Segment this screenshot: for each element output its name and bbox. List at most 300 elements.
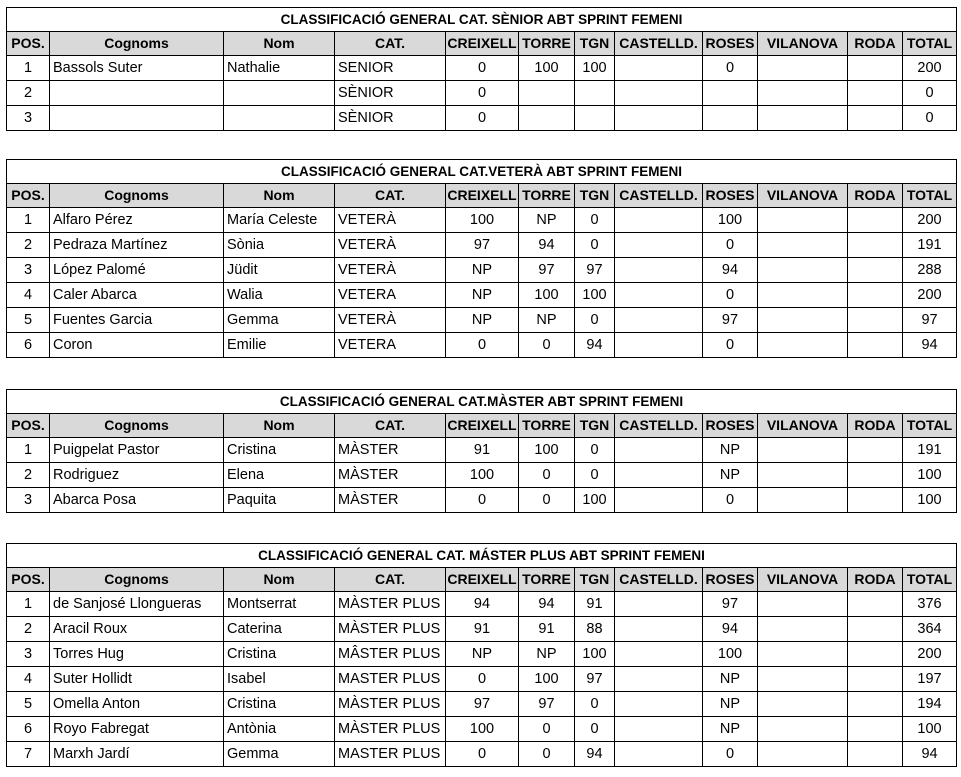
cell-torre: 97 [519, 258, 575, 283]
cell-vilanova [758, 463, 848, 488]
column-header-pos: POS. [7, 32, 50, 56]
column-header-total: TOTAL [903, 568, 957, 592]
cell-pos: 3 [7, 642, 50, 667]
cell-torre: 0 [519, 488, 575, 513]
cell-cat: VETERÀ [335, 208, 446, 233]
cell-tgn [575, 81, 615, 106]
column-header-total: TOTAL [903, 32, 957, 56]
table-title: CLASSIFICACIÓ GENERAL CAT. MÁSTER PLUS ABT SPRINT FEMENI [7, 544, 957, 568]
cell-roses: 97 [703, 592, 758, 617]
table-row [7, 488, 957, 513]
cell-tgn: 100 [575, 283, 615, 308]
column-header-nom: Nom [224, 568, 335, 592]
cell-cat: VETERÀ [335, 258, 446, 283]
column-header-nom: Nom [224, 184, 335, 208]
column-header-creixell: CREIXELL [446, 568, 519, 592]
cell-torre [519, 81, 575, 106]
cell-total: 97 [903, 308, 957, 333]
cell-pos: 2 [7, 81, 50, 106]
column-header-torre: TORRE [519, 414, 575, 438]
cell-creixell: 100 [446, 208, 519, 233]
cell-cat: MASTER PLUS [335, 742, 446, 767]
column-header-creixell: CREIXELL [446, 414, 519, 438]
cell-pos: 3 [7, 488, 50, 513]
cell-vilanova [758, 233, 848, 258]
cell-roses: NP [703, 667, 758, 692]
cell-roses [703, 106, 758, 131]
column-header-total: TOTAL [903, 184, 957, 208]
table-row [7, 308, 957, 333]
column-header-roses: ROSES [703, 32, 758, 56]
cell-nom: Sònia [224, 233, 335, 258]
cell-castelld [615, 233, 703, 258]
cell-cognoms: de Sanjosé Llongueras [50, 592, 224, 617]
table-row [7, 463, 957, 488]
cell-cat: VETERÀ [335, 233, 446, 258]
cell-torre: 0 [519, 717, 575, 742]
cell-creixell: NP [446, 258, 519, 283]
cell-creixell: 0 [446, 56, 519, 81]
cell-tgn: 100 [575, 56, 615, 81]
cell-nom: Paquita [224, 488, 335, 513]
cell-torre: NP [519, 308, 575, 333]
cell-torre: 0 [519, 742, 575, 767]
cell-castelld [615, 692, 703, 717]
cell-vilanova [758, 258, 848, 283]
cell-nom: María Celeste [224, 208, 335, 233]
cell-total: 191 [903, 438, 957, 463]
ranking-table-grid [6, 543, 957, 767]
cell-vilanova [758, 667, 848, 692]
cell-tgn: 100 [575, 488, 615, 513]
cell-roda [848, 283, 903, 308]
cell-roda [848, 258, 903, 283]
cell-creixell: NP [446, 308, 519, 333]
ranking-table-2 [6, 159, 956, 358]
column-header-tgn: TGN [575, 184, 615, 208]
cell-roda [848, 617, 903, 642]
cell-creixell: 97 [446, 233, 519, 258]
column-header-cognoms: Cognoms [50, 32, 224, 56]
cell-torre: 100 [519, 438, 575, 463]
ranking-table-grid [6, 7, 957, 131]
cell-total: 200 [903, 283, 957, 308]
cell-torre: 94 [519, 592, 575, 617]
cell-nom: Montserrat [224, 592, 335, 617]
cell-cat: MÂSTER PLUS [335, 642, 446, 667]
column-header-pos: POS. [7, 414, 50, 438]
column-header-vilanova: VILANOVA [758, 568, 848, 592]
cell-tgn: 0 [575, 308, 615, 333]
cell-total: 197 [903, 667, 957, 692]
cell-cat: MÀSTER PLUS [335, 592, 446, 617]
cell-vilanova [758, 56, 848, 81]
cell-vilanova [758, 642, 848, 667]
column-header-vilanova: VILANOVA [758, 32, 848, 56]
cell-pos: 6 [7, 717, 50, 742]
cell-creixell: 0 [446, 488, 519, 513]
cell-total: 94 [903, 333, 957, 358]
cell-vilanova [758, 438, 848, 463]
cell-nom: Caterina [224, 617, 335, 642]
column-header-tgn: TGN [575, 414, 615, 438]
column-header-pos: POS. [7, 568, 50, 592]
cell-nom: Cristina [224, 692, 335, 717]
cell-pos: 1 [7, 592, 50, 617]
column-header-torre: TORRE [519, 184, 575, 208]
column-header-creixell: CREIXELL [446, 184, 519, 208]
cell-nom: Elena [224, 463, 335, 488]
cell-vilanova [758, 617, 848, 642]
cell-creixell: 91 [446, 438, 519, 463]
cell-castelld [615, 283, 703, 308]
cell-nom: Jüdit [224, 258, 335, 283]
cell-cat: SÈNIOR [335, 81, 446, 106]
column-header-pos: POS. [7, 184, 50, 208]
column-header-nom: Nom [224, 414, 335, 438]
cell-pos: 2 [7, 617, 50, 642]
cell-cognoms: Bassols Suter [50, 56, 224, 81]
table-title: CLASSIFICACIÓ GENERAL CAT.VETERÀ ABT SPRINT FEMENI [7, 160, 957, 184]
cell-pos: 7 [7, 742, 50, 767]
cell-torre: 100 [519, 283, 575, 308]
cell-nom: Emilie [224, 333, 335, 358]
cell-castelld [615, 463, 703, 488]
column-header-cognoms: Cognoms [50, 184, 224, 208]
cell-castelld [615, 592, 703, 617]
column-header-castelld: CASTELLD. [615, 32, 703, 56]
cell-cognoms: Abarca Posa [50, 488, 224, 513]
cell-tgn: 0 [575, 692, 615, 717]
column-header-cat: CAT. [335, 32, 446, 56]
cell-pos: 2 [7, 463, 50, 488]
cell-cognoms: Royo Fabregat [50, 717, 224, 742]
cell-roses: 0 [703, 333, 758, 358]
cell-castelld [615, 667, 703, 692]
column-header-roses: ROSES [703, 184, 758, 208]
cell-creixell: 0 [446, 81, 519, 106]
cell-cognoms: Pedraza Martínez [50, 233, 224, 258]
cell-roda [848, 717, 903, 742]
cell-cat: MÀSTER PLUS [335, 617, 446, 642]
cell-cat: VETERA [335, 283, 446, 308]
table-title: CLASSIFICACIÓ GENERAL CAT.MÀSTER ABT SPRINT FEMENI [7, 390, 957, 414]
cell-cat: MÀSTER PLUS [335, 717, 446, 742]
ranking-table-grid [6, 159, 957, 358]
cell-pos: 3 [7, 106, 50, 131]
cell-nom: Cristina [224, 438, 335, 463]
cell-nom: Antònia [224, 717, 335, 742]
cell-roda [848, 463, 903, 488]
cell-torre [519, 106, 575, 131]
cell-torre: 100 [519, 56, 575, 81]
cell-nom [224, 106, 335, 131]
table-row [7, 56, 957, 81]
column-header-total: TOTAL [903, 414, 957, 438]
column-header-cognoms: Cognoms [50, 568, 224, 592]
cell-creixell: 0 [446, 333, 519, 358]
cell-vilanova [758, 333, 848, 358]
cell-castelld [615, 81, 703, 106]
cell-creixell: 97 [446, 692, 519, 717]
cell-pos: 5 [7, 308, 50, 333]
column-header-cognoms: Cognoms [50, 414, 224, 438]
cell-roses: 94 [703, 617, 758, 642]
table-row [7, 667, 957, 692]
column-header-roses: ROSES [703, 568, 758, 592]
cell-roses: NP [703, 438, 758, 463]
cell-pos: 3 [7, 258, 50, 283]
table-row [7, 258, 957, 283]
cell-cat: MÀSTER [335, 488, 446, 513]
cell-tgn: 97 [575, 258, 615, 283]
cell-roda [848, 642, 903, 667]
cell-tgn: 0 [575, 438, 615, 463]
cell-creixell: 94 [446, 592, 519, 617]
cell-cat: VETERÀ [335, 308, 446, 333]
column-header-tgn: TGN [575, 32, 615, 56]
cell-tgn: 0 [575, 717, 615, 742]
cell-torre: NP [519, 208, 575, 233]
cell-roses: 100 [703, 208, 758, 233]
cell-cat: SENIOR [335, 56, 446, 81]
cell-roses: 100 [703, 642, 758, 667]
cell-castelld [615, 717, 703, 742]
ranking-table-grid [6, 389, 957, 513]
cell-creixell: 0 [446, 667, 519, 692]
cell-nom [224, 81, 335, 106]
cell-pos: 4 [7, 283, 50, 308]
cell-nom: Walia [224, 283, 335, 308]
cell-nom: Gemma [224, 308, 335, 333]
cell-roses: NP [703, 463, 758, 488]
cell-pos: 4 [7, 667, 50, 692]
cell-vilanova [758, 592, 848, 617]
cell-nom: Cristina [224, 642, 335, 667]
cell-vilanova [758, 742, 848, 767]
cell-total: 200 [903, 642, 957, 667]
cell-pos: 2 [7, 233, 50, 258]
cell-total: 364 [903, 617, 957, 642]
cell-cat: MASTER PLUS [335, 667, 446, 692]
cell-tgn: 0 [575, 208, 615, 233]
cell-cognoms: Marxh Jardí [50, 742, 224, 767]
cell-roses: 0 [703, 233, 758, 258]
cell-castelld [615, 642, 703, 667]
cell-roda [848, 333, 903, 358]
column-header-castelld: CASTELLD. [615, 184, 703, 208]
cell-total: 200 [903, 56, 957, 81]
table-row [7, 592, 957, 617]
cell-vilanova [758, 208, 848, 233]
cell-roda [848, 106, 903, 131]
cell-castelld [615, 742, 703, 767]
cell-creixell: 100 [446, 717, 519, 742]
cell-cat: MÀSTER [335, 438, 446, 463]
column-header-roses: ROSES [703, 414, 758, 438]
cell-tgn: 100 [575, 642, 615, 667]
table-row [7, 717, 957, 742]
cell-roda [848, 692, 903, 717]
table-row [7, 692, 957, 717]
cell-total: 100 [903, 717, 957, 742]
cell-torre: NP [519, 642, 575, 667]
column-header-castelld: CASTELLD. [615, 568, 703, 592]
cell-torre: 0 [519, 463, 575, 488]
cell-cognoms: Rodriguez [50, 463, 224, 488]
cell-castelld [615, 333, 703, 358]
cell-castelld [615, 308, 703, 333]
cell-cognoms: Coron [50, 333, 224, 358]
cell-total: 200 [903, 208, 957, 233]
cell-cognoms [50, 81, 224, 106]
cell-vilanova [758, 308, 848, 333]
ranking-table-4 [6, 543, 956, 767]
cell-pos: 5 [7, 692, 50, 717]
cell-roda [848, 742, 903, 767]
cell-torre: 0 [519, 333, 575, 358]
cell-creixell: 100 [446, 463, 519, 488]
cell-total: 194 [903, 692, 957, 717]
table-row [7, 208, 957, 233]
cell-vilanova [758, 717, 848, 742]
column-header-cat: CAT. [335, 414, 446, 438]
cell-roses: 97 [703, 308, 758, 333]
cell-cognoms: Aracil Roux [50, 617, 224, 642]
cell-torre: 91 [519, 617, 575, 642]
column-header-roda: RODA [848, 184, 903, 208]
column-header-vilanova: VILANOVA [758, 414, 848, 438]
cell-castelld [615, 258, 703, 283]
cell-vilanova [758, 106, 848, 131]
table-row [7, 283, 957, 308]
table-title: CLASSIFICACIÓ GENERAL CAT. SÈNIOR ABT SPRINT FEMENI [7, 8, 957, 32]
cell-cognoms: Torres Hug [50, 642, 224, 667]
table-row [7, 617, 957, 642]
column-header-nom: Nom [224, 32, 335, 56]
cell-cognoms: Suter Hollidt [50, 667, 224, 692]
table-row [7, 742, 957, 767]
table-row [7, 106, 957, 131]
cell-total: 288 [903, 258, 957, 283]
table-row [7, 438, 957, 463]
cell-creixell: 0 [446, 106, 519, 131]
cell-cognoms: Omella Anton [50, 692, 224, 717]
cell-nom: Isabel [224, 667, 335, 692]
cell-pos: 6 [7, 333, 50, 358]
cell-roses: 0 [703, 56, 758, 81]
cell-nom: Nathalie [224, 56, 335, 81]
column-header-cat: CAT. [335, 568, 446, 592]
cell-tgn: 94 [575, 333, 615, 358]
column-header-roda: RODA [848, 32, 903, 56]
cell-roda [848, 667, 903, 692]
column-header-torre: TORRE [519, 568, 575, 592]
column-header-vilanova: VILANOVA [758, 184, 848, 208]
cell-torre: 94 [519, 233, 575, 258]
cell-pos: 1 [7, 208, 50, 233]
cell-roda [848, 56, 903, 81]
cell-roda [848, 438, 903, 463]
cell-cat: MÀSTER PLUS [335, 692, 446, 717]
cell-cat: MÀSTER [335, 463, 446, 488]
cell-tgn: 91 [575, 592, 615, 617]
cell-pos: 1 [7, 56, 50, 81]
cell-cognoms [50, 106, 224, 131]
cell-total: 0 [903, 106, 957, 131]
table-row [7, 81, 957, 106]
cell-total: 0 [903, 81, 957, 106]
cell-roses: 94 [703, 258, 758, 283]
cell-creixell: NP [446, 283, 519, 308]
cell-roses [703, 81, 758, 106]
cell-vilanova [758, 692, 848, 717]
column-header-torre: TORRE [519, 32, 575, 56]
table-row [7, 233, 957, 258]
column-header-roda: RODA [848, 414, 903, 438]
ranking-table-1 [6, 7, 956, 131]
cell-castelld [615, 56, 703, 81]
cell-total: 376 [903, 592, 957, 617]
cell-roses: NP [703, 692, 758, 717]
cell-vilanova [758, 488, 848, 513]
cell-creixell: 91 [446, 617, 519, 642]
cell-roda [848, 81, 903, 106]
cell-tgn: 94 [575, 742, 615, 767]
cell-tgn: 97 [575, 667, 615, 692]
cell-castelld [615, 488, 703, 513]
cell-pos: 1 [7, 438, 50, 463]
cell-tgn: 88 [575, 617, 615, 642]
column-header-creixell: CREIXELL [446, 32, 519, 56]
cell-castelld [615, 208, 703, 233]
cell-creixell: 0 [446, 742, 519, 767]
cell-castelld [615, 106, 703, 131]
cell-roda [848, 208, 903, 233]
cell-tgn [575, 106, 615, 131]
cell-cat: VETERA [335, 333, 446, 358]
cell-cognoms: Fuentes Garcia [50, 308, 224, 333]
cell-castelld [615, 617, 703, 642]
cell-tgn: 0 [575, 233, 615, 258]
cell-roses: NP [703, 717, 758, 742]
cell-roses: 0 [703, 488, 758, 513]
cell-roda [848, 488, 903, 513]
cell-vilanova [758, 81, 848, 106]
cell-cognoms: Caler Abarca [50, 283, 224, 308]
cell-nom: Gemma [224, 742, 335, 767]
cell-total: 100 [903, 463, 957, 488]
cell-cognoms: Puigpelat Pastor [50, 438, 224, 463]
table-row [7, 333, 957, 358]
ranking-table-3 [6, 389, 956, 513]
cell-cognoms: López Palomé [50, 258, 224, 283]
cell-roses: 0 [703, 283, 758, 308]
column-header-roda: RODA [848, 568, 903, 592]
cell-cat: SÈNIOR [335, 106, 446, 131]
cell-roda [848, 308, 903, 333]
cell-total: 191 [903, 233, 957, 258]
column-header-tgn: TGN [575, 568, 615, 592]
column-header-cat: CAT. [335, 184, 446, 208]
cell-roda [848, 592, 903, 617]
cell-torre: 100 [519, 667, 575, 692]
table-row [7, 642, 957, 667]
cell-total: 94 [903, 742, 957, 767]
cell-roses: 0 [703, 742, 758, 767]
cell-total: 100 [903, 488, 957, 513]
cell-cognoms: Alfaro Pérez [50, 208, 224, 233]
